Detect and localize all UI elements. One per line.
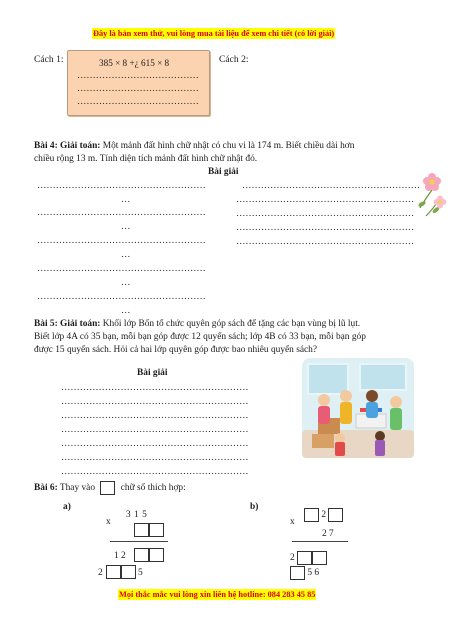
bai4-line1: [34, 141, 354, 151]
digit-box-sample: [100, 481, 115, 495]
bai5-subtitle: Giải toán:: [60, 319, 101, 329]
digit-box[interactable]: [312, 551, 327, 565]
bai5-text: Khối lớp Bốn tổ chức quyên góp sách để tặng các bạn vùng bị lũ lụt.: [102, 319, 361, 329]
bai4-text: Một mảnh đất hình chữ nhật có chu vi là 174 m. Biết chiều dài hơn: [102, 141, 355, 151]
digit-box[interactable]: [134, 523, 149, 537]
footer-banner: Mọi thắc mắc vui lòng xin liên hệ hotline: 084 283 45 85: [119, 590, 316, 599]
bai6-instruction: [34, 481, 186, 495]
bai5-text: Biết lớp 4A có 35 bạn, mỗi bạn góp được 12 quyển sách; lớp 4B có 33 bạn, mỗi bạn góp: [34, 332, 366, 342]
bai6-b-row2: 2 7: [322, 529, 334, 539]
bai6-title: Bài 6:: [34, 483, 58, 494]
bai4-left-line: ………………………………………………: [37, 181, 206, 191]
bai4-left-tail: …: [121, 306, 131, 316]
bai6-a-label: a): [63, 502, 71, 512]
bai5-line: ……………………………………………………: [61, 411, 249, 421]
digit-box[interactable]: [149, 548, 164, 562]
cach1-line: …………………………………: [77, 97, 199, 107]
bai5-line: ……………………………………………………: [61, 425, 249, 435]
sum-line: [110, 541, 168, 542]
bai4-left-line: ………………………………………………: [37, 292, 206, 302]
bai6-b-label: b): [250, 502, 259, 512]
cach1-expression: 385 × 8 +¿ 615 × 8: [99, 58, 170, 68]
bai5-title: Bài 5:: [34, 319, 58, 329]
bai5-line: ……………………………………………………: [61, 383, 249, 393]
bai4-left-tail: …: [121, 222, 131, 232]
bai6-b-digits: 5 6: [307, 568, 320, 579]
children-donating-books-illustration: [300, 356, 416, 460]
bai6-a-row4-left: 2: [98, 568, 103, 578]
bai4-heading: Bài giải: [208, 167, 239, 177]
digit-box[interactable]: [328, 508, 343, 522]
digit-box[interactable]: [149, 523, 164, 537]
bai6-b-digit: 2: [290, 553, 295, 564]
bai6-b-row3: [290, 551, 327, 565]
bai4-left-line: ………………………………………………: [37, 264, 206, 274]
bai4-title: Bài 4:: [34, 141, 58, 151]
bai4-subtitle: Giải toán:: [60, 141, 101, 151]
digit-box[interactable]: [121, 565, 136, 579]
bai4-left-tail: …: [121, 195, 131, 205]
digit-box[interactable]: [304, 508, 319, 522]
bai5-heading: Bài giải: [137, 368, 168, 378]
digit-box[interactable]: [290, 566, 305, 580]
bai4-right-line: …………………………………………………: [236, 237, 415, 247]
bai5-line: ……………………………………………………: [61, 439, 249, 449]
cach2-label: Cách 2:: [219, 54, 249, 65]
sum-line: [292, 541, 348, 542]
bai6-a-row3-boxes: [134, 548, 164, 562]
bai5-line: ……………………………………………………: [61, 397, 249, 407]
digit-box[interactable]: [297, 551, 312, 565]
bai4-left-line: ………………………………………………: [37, 236, 206, 246]
times-sign: x: [106, 517, 111, 527]
bai6-a-row4-right: 5: [138, 568, 143, 578]
cach1-line: …………………………………: [77, 71, 199, 81]
digit-box[interactable]: [134, 548, 149, 562]
bai5-line1: [34, 319, 360, 329]
bai6-a-row1: 3 1 5: [126, 510, 148, 520]
bai6-a-row4-boxes: [106, 565, 136, 579]
bai4-right-line: …………………………………………………: [242, 181, 421, 191]
bai6-text: chữ số thích hợp:: [120, 483, 186, 494]
digit-box[interactable]: [106, 565, 121, 579]
bai5-line: ……………………………………………………: [61, 453, 249, 463]
bai4-left-tail: …: [121, 278, 131, 288]
bai5-line: ……………………………………………………: [61, 467, 249, 477]
bai6-b-row4: [290, 566, 319, 580]
bai4-left-line: ………………………………………………: [37, 208, 206, 218]
flowers-icon: [412, 168, 448, 222]
bai5-text: được 15 quyển sách. Hỏi cả hai lớp quyên góp được bao nhiêu quyển sách?: [34, 345, 318, 355]
bai6-text: Thay vào: [59, 483, 96, 494]
header-banner: Đây là bản xem thử, vui lòng mua tài liệu để xem chi tiết (có lời giải): [93, 29, 335, 38]
bai4-right-line: …………………………………………………: [236, 195, 415, 205]
bai4-left-tail: …: [121, 250, 131, 260]
bai6-b-row1: [304, 508, 343, 522]
bai4-right-line: …………………………………………………: [236, 223, 415, 233]
times-sign: x: [290, 517, 295, 527]
bai6-a-row2: [134, 523, 164, 537]
bai6-a-row3: 1 2: [114, 551, 126, 561]
cach1-line: …………………………………: [77, 84, 199, 94]
bai4-text: chiều rộng 13 m. Tính diện tích mảnh đất hình chữ nhật đó.: [34, 154, 258, 164]
cach1-label: Cách 1:: [34, 54, 64, 65]
bai6-b-digit: 2: [321, 510, 327, 521]
bai4-right-line: …………………………………………………: [236, 209, 415, 219]
